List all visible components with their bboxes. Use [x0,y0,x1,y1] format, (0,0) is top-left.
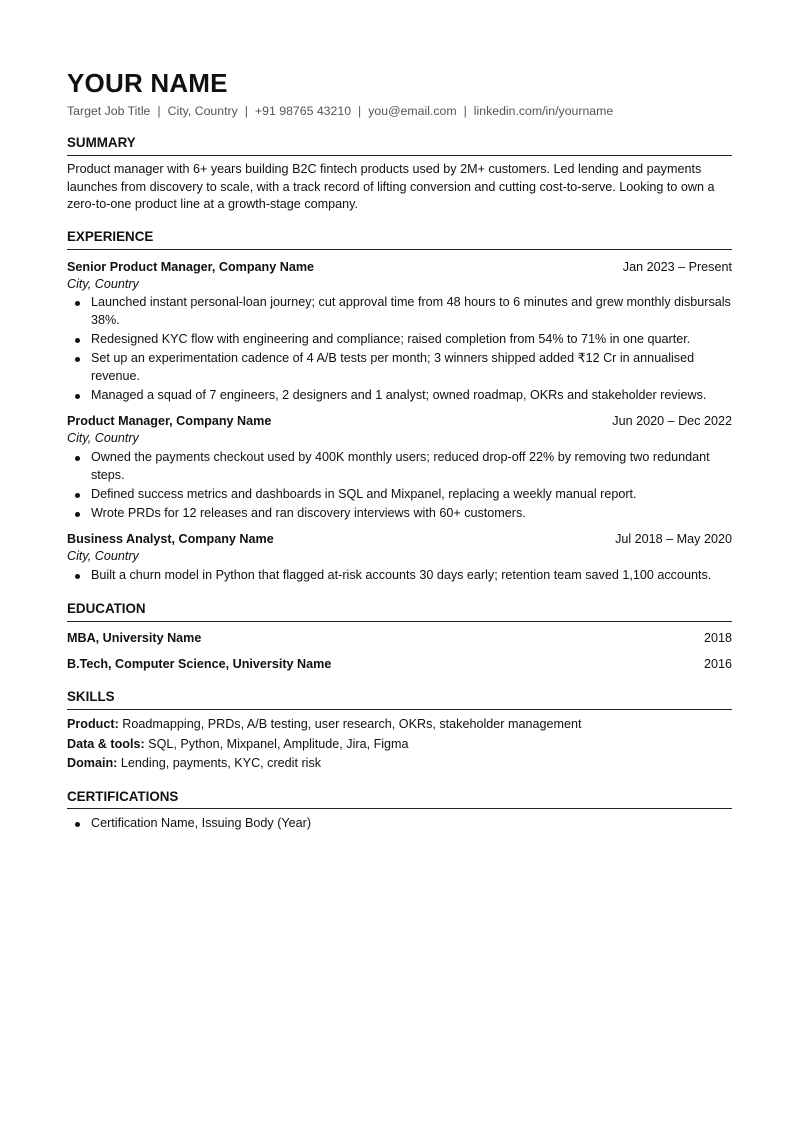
graduation-year: 2018 [703,631,732,645]
skill-value: SQL, Python, Mixpanel, Amplitude, Jira, Figma [148,737,409,751]
bullet-icon [75,512,80,517]
section-divider [67,155,732,156]
job-header [67,258,732,276]
degree: MBA, University Name [67,631,202,645]
education-heading: EDUCATION [67,601,146,616]
list-item [91,815,732,833]
education-row [67,629,732,647]
section-divider [67,709,732,710]
list-item [91,505,732,523]
skill-line [67,754,321,772]
bullet-text: Redesigned KYC flow with engineering and compliance; raised completion from 54% to 71% in one quarter. [91,332,691,346]
linkedin-url: linkedin.com/in/yourname [473,104,614,118]
section-divider [67,621,732,622]
experience-heading: EXPERIENCE [67,229,154,244]
list-item [91,567,732,585]
bullet-text: Owned the payments checkout used by 400K monthly users; reduced drop-off 22% by removing two redundant steps. [91,450,710,482]
target-job-title: Target Job Title [67,104,151,118]
list-item [91,331,732,349]
skill-line [67,715,581,733]
candidate-name: YOUR NAME [67,68,228,98]
skills-heading: SKILLS [67,689,115,704]
bullet-text: Built a churn model in Python that flagged at-risk accounts 30 days early; retention team saved 1,100 accounts. [91,568,712,582]
list-item [91,449,732,484]
summary-text: Product manager with 6+ years building B2C fintech products used by 2M+ customers. Led lending and payments launches from discovery to scale, with a track record of lifting conversion and cutting cost-to-serve. Looking to own a zero-to-one product line at a growth-stage company. [67,162,715,211]
separator: | [358,104,362,118]
skill-label: Data & tools: [67,737,145,751]
email: you@email.com [368,104,457,118]
list-item [91,294,732,329]
graduation-year: 2016 [703,657,732,671]
bullet-icon [75,357,80,362]
job-location: City, Country [67,431,139,445]
job-role: Product Manager, Company Name [67,414,272,428]
certifications-heading: CERTIFICATIONS [67,789,179,804]
bullet-text: Set up an experimentation cadence of 4 A/B tests per month; 3 winners shipped added ₹12 Cr in annualised revenue. [91,351,695,383]
section-divider [67,808,732,809]
job-role: Business Analyst, Company Name [67,532,274,546]
job-header [67,530,732,548]
job-dates: Jan 2023 – Present [622,260,732,274]
contact-line [67,102,613,120]
list-item [91,486,732,504]
skill-value: Lending, payments, KYC, credit risk [120,756,322,770]
bullet-icon [75,301,80,306]
bullet-text: Wrote PRDs for 12 releases and ran discovery interviews with 60+ customers. [91,506,526,520]
list-item [91,387,732,405]
bullet-icon [75,456,80,461]
summary-heading: SUMMARY [67,135,136,150]
education-row [67,655,732,673]
bullet-text: Defined success metrics and dashboards in SQL and Mixpanel, replacing a weekly manual report. [91,487,637,501]
skill-value: Roadmapping, PRDs, A/B testing, user research, OKRs, stakeholder management [122,717,582,731]
skill-label: Domain: [67,756,118,770]
bullet-icon [75,574,80,579]
skill-label: Product: [67,717,119,731]
bullet-icon [75,822,80,827]
job-header [67,412,732,430]
section-divider [67,249,732,250]
bullet-icon [75,338,80,343]
job-location: City, Country [67,549,139,563]
job-location: City, Country [67,277,139,291]
degree: B.Tech, Computer Science, University Name [67,657,332,671]
separator: | [463,104,467,118]
phone: +91 98765 43210 [254,104,352,118]
bullet-text: Managed a squad of 7 engineers, 2 designers and 1 analyst; owned roadmap, OKRs and stakeholder reviews. [91,388,707,402]
certification-text: Certification Name, Issuing Body (Year) [91,816,312,830]
job-dates: Jun 2020 – Dec 2022 [612,414,732,428]
bullet-icon [75,493,80,498]
job-dates: Jul 2018 – May 2020 [615,532,732,546]
separator: | [157,104,161,118]
job-role: Senior Product Manager, Company Name [67,260,315,274]
location: City, Country [167,104,238,118]
separator: | [244,104,248,118]
bullet-text: Launched instant personal-loan journey; cut approval time from 48 hours to 6 minutes and grew monthly disbursals 38%. [91,295,731,327]
list-item [91,350,732,385]
bullet-icon [75,394,80,399]
skill-line [67,735,409,753]
